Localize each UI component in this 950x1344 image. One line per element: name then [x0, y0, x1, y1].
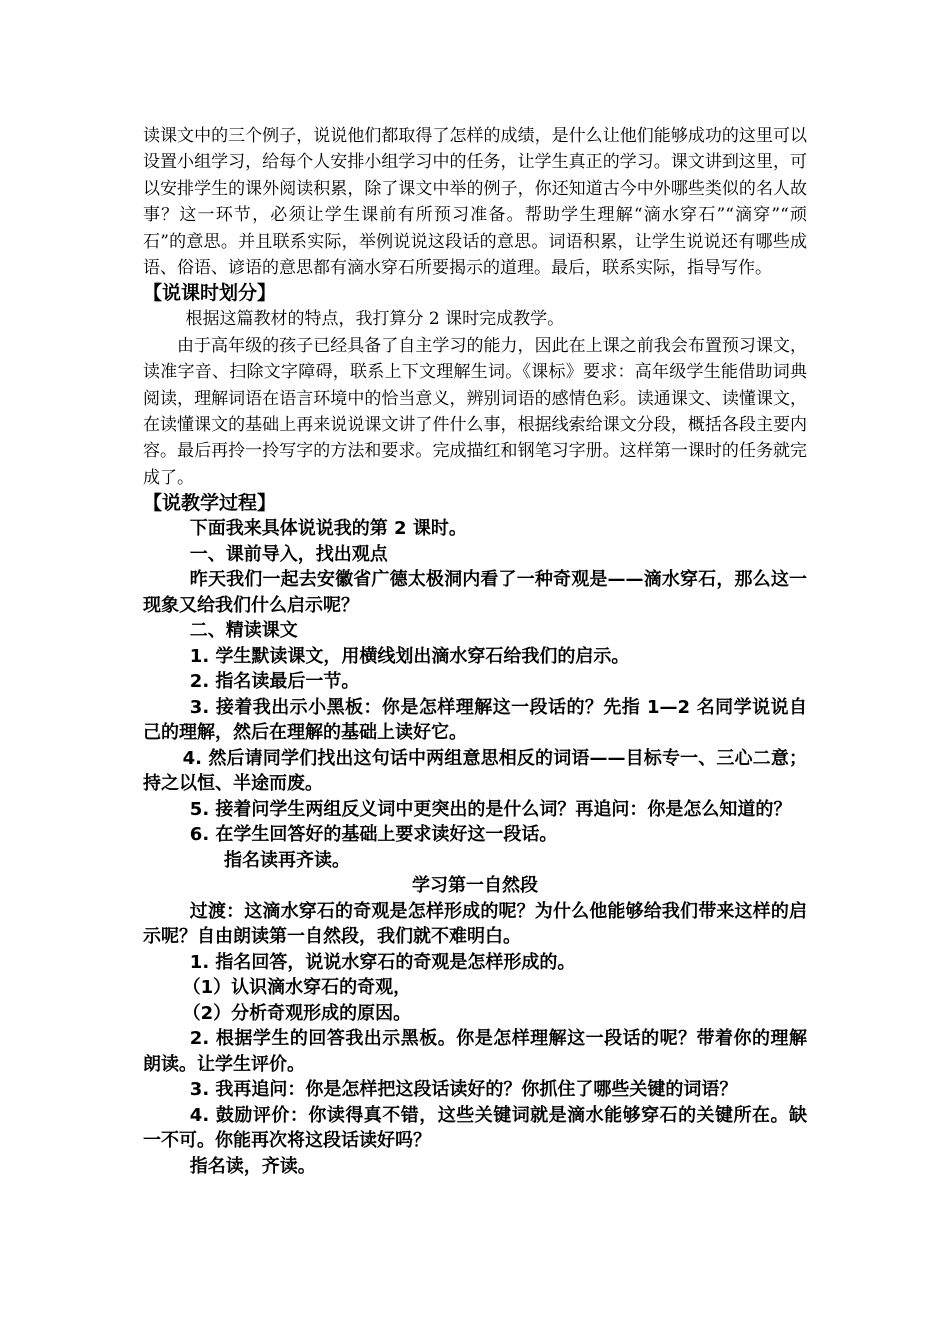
paragraph-item: 2. 根据学生的回答我出示黑板。你是怎样理解这一段话的呢？带着你的理解朗读。让学生评价。	[143, 1028, 807, 1075]
step1-text: 昨天我们一起去安徽省广德太极洞内看了一种奇观是——滴水穿石，那么这一现象又给我们什么启示呢？	[143, 569, 807, 616]
step2-item: 3. 接着我出示小黑板：你是怎样理解这一段话的？先指 1—2 名同学说说自己的理解，然后在理解的基础上读好它。	[143, 696, 807, 744]
step2-item: 4. 然后请同学们找出这句话中两组意思相反的词语——目标专一、三心二意；持之以恒、半途而废。	[143, 747, 807, 795]
read-again: 指名读再齐读。	[224, 849, 350, 871]
step2-item: 5. 接着问学生两组反义词中更突出的是什么词？再追问：你是怎么知道的？	[189, 798, 792, 820]
paragraph-item: 4. 鼓励评价：你读得真不错，这些关键词就是滴水能够穿石的关键所在。缺一不可。你能再次将这段话读好吗？	[143, 1104, 807, 1152]
paragraph-subitem: （2）分析奇观形成的原因。	[182, 1002, 412, 1024]
step2-title: 二、精读课文	[189, 620, 298, 642]
final-line: 指名读，齐读。	[189, 1155, 316, 1177]
paragraph-subitem: （1）认识滴水穿石的奇观，	[182, 977, 412, 999]
transition-paragraph: 过渡：这滴水穿石的奇观是怎样形成的呢？为什么他能够给我们带来这样的启示呢？自由朗读第一自然段，我们就不难明白。	[143, 900, 807, 948]
lesson-division-paragraph-1: 根据这篇教材的特点，我打算分 2 课时完成教学。	[185, 309, 565, 330]
teaching-intro: 下面我来具体说说我的第 2 课时。	[189, 518, 467, 540]
step2-item: 2. 指名读最后一节。	[189, 671, 360, 693]
document-page	[143, 123, 807, 1179]
subheading-first-paragraph: 学习第一自然段	[412, 875, 538, 897]
intro-paragraph: 读课文中的三个例子，说说他们都取得了怎样的成绩，是什么让他们能够成功的这里可以设置小组学习，给每个人安排小组学习中的任务，让学生真正的学习。课文讲到这里，可以安排学生的课外阅读积累，除了课文中举的例子，你还知道古今中外哪些类似的名人故事？这一环节，必须让学生课前有所预习准备。帮助学生理解“滴水穿石”“滴穿”“顽石”的意思。并且联系实际，举例说说这段话的意思。词语积累，让学生说说还有哪些成语、俗语、谚语的意思都有滴水穿石所要揭示的道理。最后，联系实际，指导写作。	[143, 126, 807, 279]
step1-title: 一、课前导入，找出观点	[189, 543, 388, 565]
section-heading-lesson-division: 【说课时划分】	[143, 282, 277, 305]
paragraph-item: 3. 我再追问：你是怎样把这段话读好的？你抓住了哪些关键的词语？	[189, 1079, 738, 1101]
step2-item: 6. 在学生回答好的基础上要求读好这一段话。	[189, 824, 558, 846]
section-heading-teaching-process: 【说教学过程】	[143, 492, 277, 515]
lesson-division-paragraph-2: 由于高年级的孩子已经具备了自主学习的能力，因此在上课之前我会布置预习课文，读准字音、扫除文字障碍，联系上下文理解生词。《课标》要求：高年级学生能借助词典阅读，理解词语在语言环境中的恰当意义，辨别词语的感情色彩。读通课文、读懂课文，在读懂课文的基础上再来说说课文讲了件什么事，根据线索给课文分段，概括各段主要内容。最后再拎一拎写字的方法和要求。完成描红和钢笔习字册。这样第一课时的任务就完成了。	[143, 335, 807, 488]
step2-item: 1. 学生默读课文，用横线划出滴水穿石给我们的启示。	[189, 645, 630, 667]
paragraph-item: 1. 指名回答，说说水穿石的奇观是怎样形成的。	[189, 951, 576, 973]
